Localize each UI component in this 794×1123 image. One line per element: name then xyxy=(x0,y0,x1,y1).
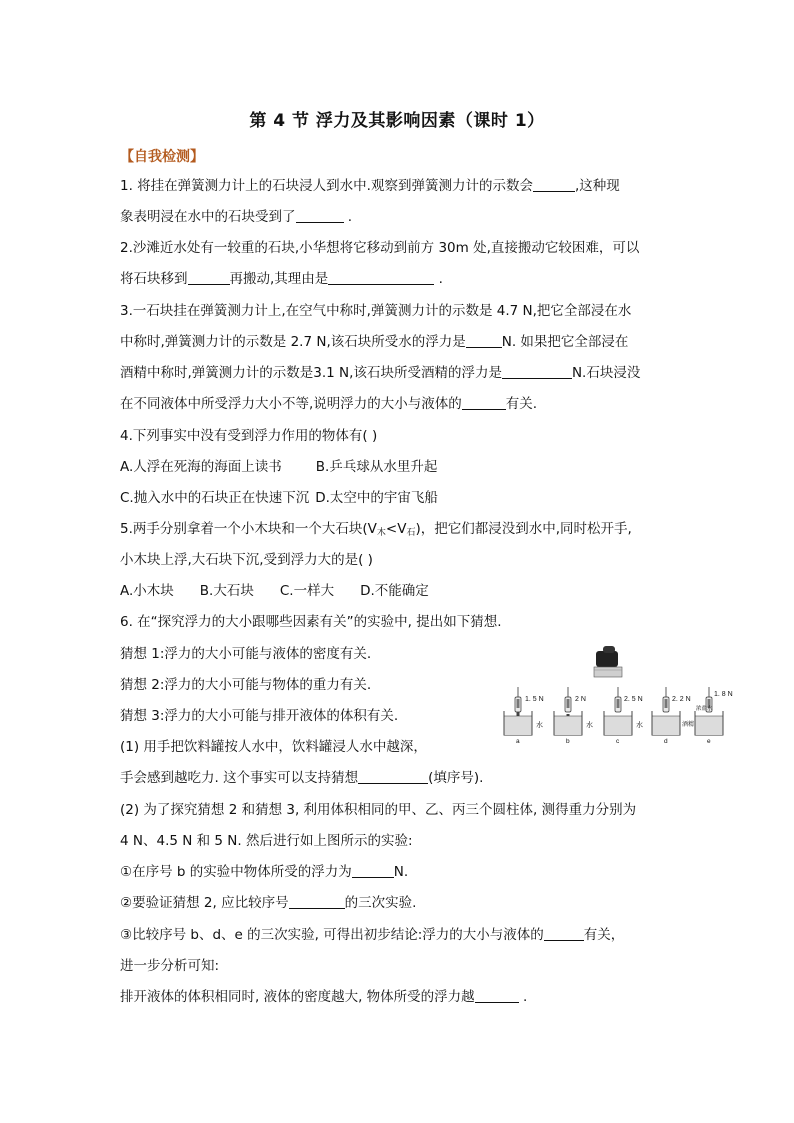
q5-option-d[interactable]: D.不能确定 xyxy=(360,583,429,599)
q6-blank-3[interactable] xyxy=(289,894,345,909)
q5-subscript: 石 xyxy=(406,528,416,538)
q6-text: ③比较序号 b、d、e 的三次实验, 可得出初步结论:浮力的大小与液体的 xyxy=(120,927,544,943)
q6-text: 的三次实验. xyxy=(344,895,417,911)
q4-stem: 4.下列事实中没有受到浮力作用的物体有( ) xyxy=(120,428,378,444)
q5-text: 5.两手分别拿着一个小木块和一个大石块(V xyxy=(120,521,377,537)
q5-subscript: 木 xyxy=(376,528,386,538)
q6-text: . xyxy=(518,989,528,1005)
q4-option-a[interactable]: A.人浮在死海的海面上读书 xyxy=(120,459,282,475)
q6-text: 手会感到越吃力. 这个事实可以支持猜想 xyxy=(120,770,359,786)
q3-line2 xyxy=(120,332,628,352)
reading-c: 2. 5 N xyxy=(624,696,643,703)
q5-line2: 小木块上浮,大石块下沉,受到浮力大的是( ) xyxy=(120,552,373,568)
q1-text: 象表明浸在水中的石块受到了 xyxy=(120,209,296,225)
label-a: a xyxy=(516,738,520,745)
q6-part2-line1: (2) 为了探究猜想 2 和猜想 3, 利用体积相同的甲、乙、丙三个圆柱体, 测得重力分别为 xyxy=(120,802,637,818)
q3-text: 在不同液体中所受浮力大小不等,说明浮力的大小与液体的 xyxy=(120,396,462,412)
q2-text: . xyxy=(434,271,443,287)
q1-line1 xyxy=(120,176,620,196)
hand-can-icon xyxy=(594,646,622,677)
label-b: b xyxy=(566,738,570,745)
q4-option-c[interactable]: C.抛入水中的石块正在快速下沉 xyxy=(120,490,310,506)
q1-text: ,这种现 xyxy=(574,178,620,194)
q2-text: 再搬动,其理由是 xyxy=(229,271,329,287)
reading-d: 2. 2 N xyxy=(672,696,691,703)
liquid-c: 水 xyxy=(636,722,643,729)
beaker-a xyxy=(504,687,544,745)
q2-line2 xyxy=(120,269,443,289)
q1-text: 1. 将挂在弹簧测力计上的石块浸人到水中.观察到弹簧测力计的示数会 xyxy=(120,178,533,194)
q6-text: 排开液体的体积相同时, 液体的密度越大, 物体所受的浮力越 xyxy=(120,989,475,1005)
q6-text: ②要验证猜想 2, 应比较序号 xyxy=(120,895,289,911)
q6-guess-2: 猜想 2:浮力的大小可能与物体的重力有关. xyxy=(120,677,372,693)
q6-blank-1[interactable] xyxy=(358,769,428,784)
q4-options-row2 xyxy=(120,488,438,508)
liquid-a: 水 xyxy=(536,722,543,729)
q6-blank-4[interactable] xyxy=(544,926,584,941)
q3-text: N.石块浸没 xyxy=(571,365,641,381)
q2-blank-2[interactable] xyxy=(328,270,434,285)
q6-guess-1: 猜想 1:浮力的大小可能与液体的密度有关. xyxy=(120,646,372,662)
page-title: 第 4 节 浮力及其影响因素（课时 1） xyxy=(249,111,545,131)
reading-a: 1. 5 N xyxy=(525,696,544,703)
q6-part1-line2 xyxy=(120,768,483,788)
q3-text: N. 如果把它全部浸在 xyxy=(501,334,629,350)
q4-options-row1 xyxy=(120,457,437,477)
q3-text: 中称时,弹簧测力计的示数是 2.7 N,该石块所受水的浮力是 xyxy=(120,334,466,350)
q3-line3 xyxy=(120,363,640,383)
q3-line1: 3.一石块挂在弹簧测力计上,在空气中称时,弹簧测力计的示数是 4.7 N,把它全部浸在水 xyxy=(120,303,632,319)
q1-text: . xyxy=(343,209,353,225)
label-d: d xyxy=(664,738,668,745)
label-e: e xyxy=(707,738,711,745)
q5-text: <V xyxy=(385,521,407,537)
q6-part1-line1: (1) 用手把饮料罐按人水中，饮料罐浸人水中越深， xyxy=(120,739,427,755)
q6-sub3-cont: 进一步分析可知: xyxy=(120,958,220,974)
beaker-d xyxy=(652,687,694,745)
q2-blank-1[interactable] xyxy=(188,270,230,285)
q1-blank-2[interactable] xyxy=(296,208,344,223)
reading-e: 1. 8 N xyxy=(714,691,733,698)
q4-option-d[interactable]: D.太空中的宇宙飞船 xyxy=(315,490,438,506)
liquid-e: 浓盐水 xyxy=(696,706,713,712)
q3-text: 酒精中称时,弹簧测力计的示数是3.1 N,该石块所受酒精的浮力是 xyxy=(120,365,502,381)
section-heading: 【自我检测】 xyxy=(120,149,204,165)
q5-option-b[interactable]: B.大石块 xyxy=(199,583,254,599)
experiment-figure xyxy=(490,645,733,745)
q5-text: )，把它们都浸没到水中,同时松开手, xyxy=(415,521,632,537)
liquid-b: 水 xyxy=(586,722,593,729)
q5-option-a[interactable]: A.小木块 xyxy=(120,583,174,599)
beaker-e xyxy=(695,687,733,745)
q2-line1: 2.沙滩近水处有一较重的石块,小华想将它移动到前方 30m 处,直接搬动它较困难，可以 xyxy=(120,240,640,256)
q6-sub4 xyxy=(120,987,527,1007)
beaker-b xyxy=(554,687,593,745)
q3-text: 有关. xyxy=(505,396,538,412)
q1-blank-1[interactable] xyxy=(533,177,575,192)
q3-blank-1[interactable] xyxy=(466,333,502,348)
q3-blank-2[interactable] xyxy=(502,364,572,379)
label-c: c xyxy=(616,738,620,745)
q5-option-c[interactable]: C.一样大 xyxy=(279,583,335,599)
q6-sub2 xyxy=(120,893,416,913)
reading-b: 2 N xyxy=(575,696,586,703)
q6-guess-3: 猜想 3:浮力的大小可能与排开液体的体积有关. xyxy=(120,708,399,724)
q6-intro: 6. 在“探究浮力的大小跟哪些因素有关”的实验中, 提出如下猜想. xyxy=(120,614,502,630)
q2-text: 将石块移到 xyxy=(120,271,188,287)
q6-part2-line2: 4 N、4.5 N 和 5 N. 然后进行如上图所示的实验: xyxy=(120,833,413,849)
beaker-c xyxy=(604,687,643,745)
q6-sub1 xyxy=(120,862,408,882)
q6-blank-5[interactable] xyxy=(475,988,519,1003)
q6-text: ①在序号 b 的实验中物体所受的浮力为 xyxy=(120,864,352,880)
q6-text: 有关， xyxy=(583,927,625,943)
q6-blank-2[interactable] xyxy=(352,863,394,878)
q3-line4 xyxy=(120,394,537,414)
q5-line1 xyxy=(120,519,632,543)
liquid-d: 酒精 xyxy=(682,722,695,728)
q1-line2 xyxy=(120,207,352,227)
beaker-row xyxy=(504,687,733,745)
q3-blank-3[interactable] xyxy=(462,395,506,410)
q6-sub3 xyxy=(120,925,624,945)
q6-text: N. xyxy=(393,864,409,880)
q5-options xyxy=(120,581,429,601)
q4-option-b[interactable]: B.乒乓球从水里升起 xyxy=(315,459,438,475)
q6-text: (填序号). xyxy=(428,770,484,786)
